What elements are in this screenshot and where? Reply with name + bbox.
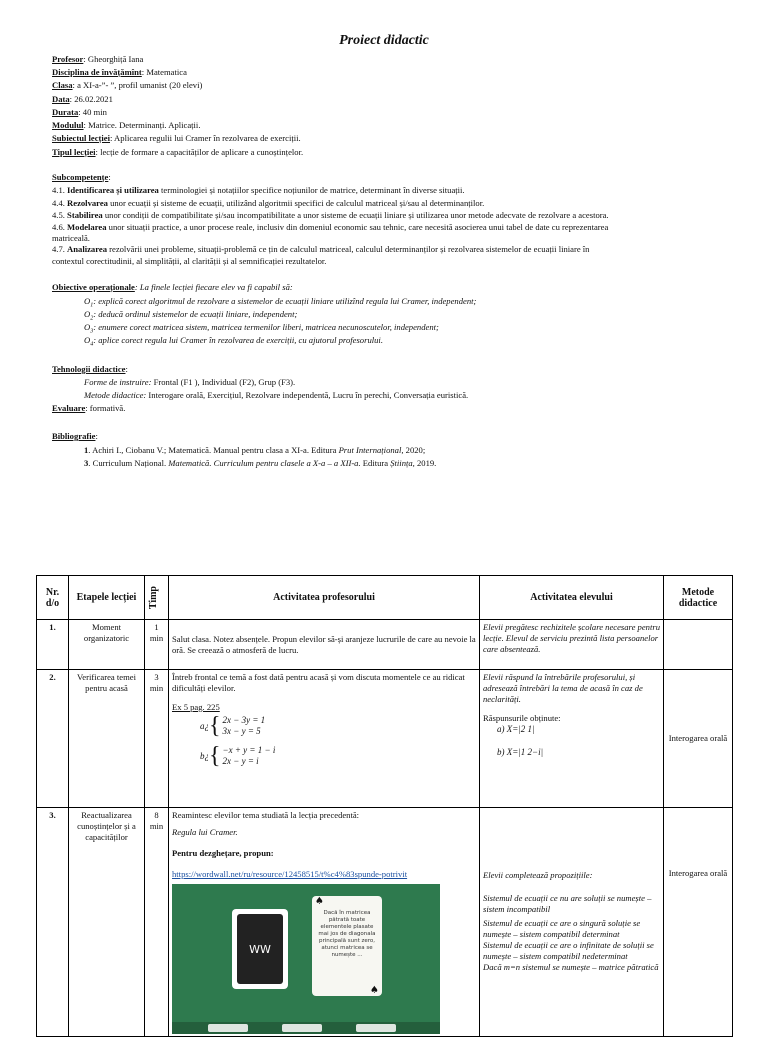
student-answer-4: Dacă m=n sistemul se numește – matrice pătratică bbox=[483, 962, 659, 972]
forme-line: Forme de instruire: Frontal (F1 ), Individual (F2), Grup (F3). bbox=[84, 377, 296, 387]
card-logo: WW bbox=[237, 914, 283, 984]
wordwall-game-screenshot[interactable] bbox=[172, 884, 440, 1034]
header-etapele: Etapele lecției bbox=[69, 576, 145, 620]
row-metode bbox=[664, 620, 733, 670]
wordwall-link[interactable]: https://wordwall.net/ru/resource/12458515/t%c4%83spunde-potrivit bbox=[172, 869, 408, 879]
header-nr: Nr. d/o bbox=[37, 576, 69, 620]
subcompetenta-4-4: 4.4. Rezolvarea unor ecuații și sisteme de ecuații, utilizând algoritmii specifici de calculul matriceal și/sau al determinanților. bbox=[52, 198, 485, 208]
exercise-reference: Ex 5 pag. 225 bbox=[172, 702, 220, 712]
homework-instruction: Întreb frontal ce temă a fost dată pentru acasă și vom discuta momentele ce au ridicat dificultăți elevilor. bbox=[172, 672, 465, 693]
card-back bbox=[232, 909, 288, 989]
document-title: Proiect didactic bbox=[339, 33, 429, 48]
modulul-line: Modulul: Matrice. Determinanți. Aplicații. bbox=[52, 120, 201, 130]
table-row bbox=[37, 620, 733, 670]
table-row bbox=[37, 670, 733, 808]
row-activitatea-profesorului bbox=[169, 670, 480, 808]
row-timp: 1 min bbox=[145, 620, 169, 670]
data-line: Data: 26.02.2021 bbox=[52, 94, 113, 104]
obiectiv-o2: $O_2$: deducă ordinul sistemelor de ecuații liniare, independent; bbox=[84, 309, 298, 322]
row-activitatea-profesorului bbox=[169, 808, 480, 1037]
recall-instruction: Reamintesc elevilor tema studiată la lecția precedentă: bbox=[172, 810, 360, 820]
row-etapa: Reactualizarea cunoștințelor și a capacităților bbox=[69, 808, 145, 1037]
game-button[interactable] bbox=[282, 1024, 322, 1032]
row-nr: 3. bbox=[37, 808, 69, 1037]
subcompetenta-4-6: 4.6. Modelarea unor situații practice, a unor procese reale, inclusiv din domeniul economic sau tehnic, care necesită asocierea unui tabel de date cu reprezentarea bbox=[52, 222, 609, 232]
icebreaker-heading: Pentru dezghețare, propun: bbox=[172, 848, 274, 858]
system-b-eq2: 2x − y = i bbox=[222, 756, 259, 766]
subcompetenta-4-7: 4.7. Analizarea rezolvării unei probleme, situații-problemă ce țin de calculul matriceal, calculul determinanților și rezolvarea sistemelor de ecuații liniare în bbox=[52, 244, 590, 254]
row-activitatea-profesorului: Salut clasa. Notez absențele. Propun elevilor să-și aranjeze lucrurile de care au nevoie la oră. Se creează o atmosferă de lucru. bbox=[169, 620, 480, 670]
row-metode-text: Interogarea orală bbox=[668, 868, 728, 878]
system-b: b¿ { −x + y = 1 − i 2x − y = i bbox=[200, 743, 276, 769]
row-nr: 1. bbox=[37, 620, 69, 670]
header-activitatea-elevului: Activitatea elevului bbox=[480, 576, 664, 620]
bibliografie-item-2: 3. Curriculum Național. Matematică. Curriculum pentru clasele a X-a – a XII-a. Editura Știința, 2019. bbox=[84, 458, 437, 468]
cramer-rule-text: Regula lui Cramer. bbox=[172, 827, 238, 837]
row-timp: 3 min bbox=[145, 670, 169, 808]
question-card bbox=[312, 896, 382, 996]
row-timp: 8 min bbox=[145, 808, 169, 1037]
question-card-text: Dacă în matricea pătrată toate elementele plasate mai jos de diagonala principală sunt zero, atunci matricea se numește ... bbox=[318, 910, 376, 958]
row-activitatea-elevului: Elevii pregătesc rechizitele școlare necesare pentru lecție. Elevul de serviciu prezintă lista persoanelor care absentează. bbox=[480, 620, 664, 670]
evaluare-line: Evaluare: formativă. bbox=[52, 403, 126, 413]
system-b-eq1: −x + y = 1 − i bbox=[222, 745, 276, 755]
student-answer-3: Sistemul de ecuații ce are o infinitate de soluții se numește – sistem compatibil nedeterminat bbox=[483, 940, 654, 961]
game-button[interactable] bbox=[356, 1024, 396, 1032]
bibliografie-heading: Bibliografie: bbox=[52, 431, 98, 441]
spade-icon: ♠ bbox=[315, 896, 324, 907]
table-row bbox=[37, 808, 733, 1037]
obiective-heading: Obiective operaționale: La finele lecției fiecare elev va fi capabil să: bbox=[52, 282, 293, 292]
student-intro: Elevii completează propozițiile: bbox=[483, 870, 593, 880]
durata-line: Durata: 40 min bbox=[52, 107, 107, 117]
clasa-line: Clasa: a XI-a-”- ”, profil umanist (20 elevi) bbox=[52, 80, 203, 90]
game-button[interactable] bbox=[208, 1024, 248, 1032]
header-activitatea-profesorului: Activitatea profesorului bbox=[169, 576, 480, 620]
student-activity-text: Elevii răspund la întrebările profesorului, și adresează întrebări la tema de acasă în caz de neclarități. bbox=[483, 672, 643, 704]
results-label: Răspunsurile obținute: bbox=[483, 713, 561, 723]
student-answer-2: Sistemul de ecuații ce are o singură soluție se numește – sistem compatibil determinat bbox=[483, 918, 641, 939]
metode-line: Metode didactice: Interogare orală, Exercițiul, Rezolvare independentă, Lucru în perechi, Conversația euristică. bbox=[84, 390, 469, 400]
row-activitatea-elevului bbox=[480, 670, 664, 808]
row-activitatea-elevului bbox=[480, 808, 664, 1037]
subcompetenta-4-7-cont: contextul corectitudinii, al simplității, al clarității și al semnificației rezultatelor. bbox=[52, 256, 327, 266]
subcompetenta-4-5: 4.5. Stabilirea unor condiții de compatibilitate și/sau incompatibilitate a unor sisteme de ecuații liniare și utilizarea unor metode adecvate de rezolvare a acestora. bbox=[52, 210, 609, 220]
bibliografie-item-1: 1. Achiri I., Ciobanu V.; Matematică. Manual pentru clasa a XI-a. Editura Prut Internațional, 2020; bbox=[84, 445, 426, 455]
system-a-label: a¿ bbox=[200, 720, 209, 731]
spade-icon: ♠ bbox=[370, 985, 379, 996]
header-timp: Timp bbox=[145, 576, 169, 620]
row-metode bbox=[664, 808, 733, 1037]
profesor-line: Profesor: Gheorghiță Iana bbox=[52, 54, 144, 64]
subiectul-line: Subiectul lecției: Aplicarea regulii lui Cramer în rezolvarea de exerciții. bbox=[52, 133, 301, 143]
row-etapa: Verificarea temei pentru acasă bbox=[69, 670, 145, 808]
obiectiv-o3: $O_3$: enumere corect matricea sistem, matricea termenilor liberi, matricea necunoscutelor, independent; bbox=[84, 322, 439, 335]
subcompetenta-4-1: 4.1. Identificarea și utilizarea terminologiei și notațiilor specifice noțiunilor de matrice, determinant în diverse situații. bbox=[52, 185, 465, 195]
result-a: a) X=|2 1| bbox=[497, 724, 535, 734]
row-metode: Interogarea orală bbox=[664, 670, 733, 808]
system-a: a¿ { 2x − 3y = 1 3x − y = 5 bbox=[200, 713, 266, 739]
subcompetenta-4-6-cont: matriceală. bbox=[52, 233, 90, 243]
student-answer-1: Sistemul de ecuații ce nu are soluții se numește – sistem incompatibil bbox=[483, 893, 652, 914]
lesson-plan-table bbox=[36, 575, 733, 1037]
tipul-line: Tipul lecției: lecție de formare a capacităților de aplicare a cunoștințelor. bbox=[52, 147, 304, 157]
tehnologii-heading: Tehnologii didactice: bbox=[52, 364, 128, 374]
system-a-eq2: 3x − y = 5 bbox=[222, 726, 261, 736]
header-metode-didactice: Metode didactice bbox=[664, 576, 733, 620]
subcompetente-heading: Subcompetențe: bbox=[52, 172, 111, 182]
disciplina-line: Disciplina de învățămînt: Matematica bbox=[52, 67, 187, 77]
system-b-label: b¿ bbox=[200, 750, 209, 761]
system-a-eq1: 2x − 3y = 1 bbox=[222, 715, 266, 725]
obiectiv-o1: $O_1$: explică corect algoritmul de rezolvare a sistemelor de ecuații liniare utilizînd regula lui Cramer, independent; bbox=[84, 296, 477, 309]
obiectiv-o4: $O_4$: aplice corect regula lui Cramer în rezolvarea de exerciții, cu ajutorul profesorului. bbox=[84, 335, 383, 348]
result-b: b) X=|1 2−i| bbox=[497, 747, 544, 757]
row-nr: 2. bbox=[37, 670, 69, 808]
table-header-row bbox=[37, 576, 733, 620]
row-etapa: Moment organizatoric bbox=[69, 620, 145, 670]
